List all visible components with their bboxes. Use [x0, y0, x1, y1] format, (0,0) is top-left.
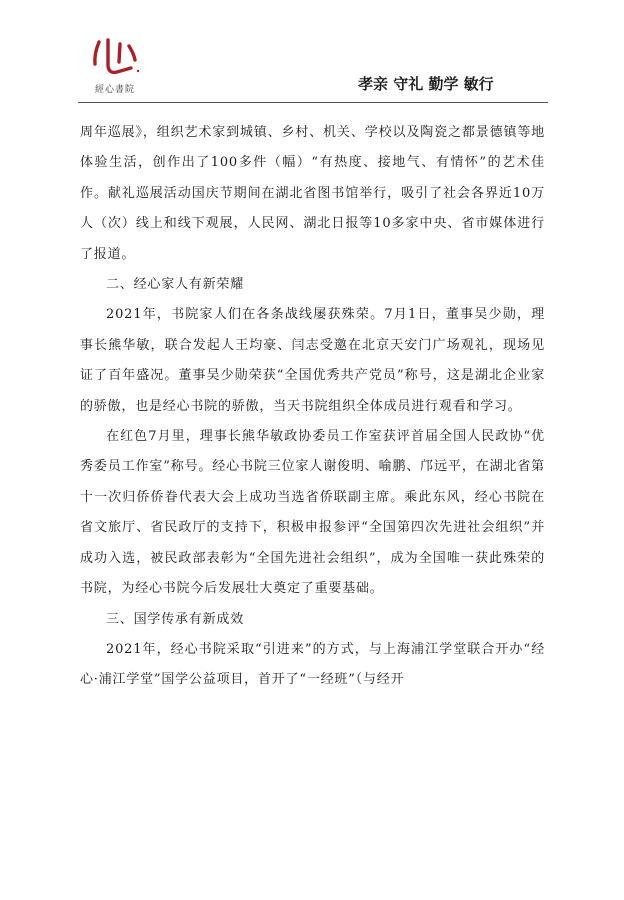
- academy-logo: [80, 38, 150, 100]
- header-divider: [78, 102, 548, 103]
- paragraph-honors: 2021年，书院家人们在各条战线屡获殊荣。7月1日，董事吴少勋，理事长熊华敏，联合发起人王均豪、闫志受邀在北京天安门广场观礼，现场见证了百年盛况。董事吴少勋荣获“全国优秀共产党员”称号，这是湖北企业家的骄傲，也是经心书院的骄傲，当天书院组织全体成员进行观看和学习。: [80, 307, 545, 414]
- paragraph-sinology: 2021年，经心书院采取“引进来”的方式，与上海浦江学堂联合开办“经心·浦江学堂”国学公益项目，首开了“一经班”（与经开: [80, 641, 545, 688]
- academy-logo-icon: [89, 38, 141, 80]
- section-heading-2: 二、经心家人有新荣耀: [106, 277, 245, 293]
- paragraph-red-july: 在红色7月里，理事长熊华敏政协委员工作室获评首届全国人民政协“优秀委员工作室”称号。经心书院三位家人谢俊明、喻鹏、邝远平，在湖北省第十一次归侨侨眷代表大会上成功当选省侨联副主席。乘此东风，经心书院在省文旅厅、省民政厅的支持下，积极申报参评“全国第四次先进社会组织”并成功入选，被民政部表彰为“全国先进社会组织”，成为全国唯一获此殊荣的书院，为经心书院今后发展壮大奠定了重要基础。: [80, 429, 545, 597]
- paragraph-exhibition: 周年巡展》，组织艺术家到城镇、乡村、机关、学校以及陶瓷之都景德镇等地体验生活，创作出了100多件（幅）“有热度、接地气、有情怀”的艺术佳作。献礼巡展活动国庆节期间在湖北省图书馆举行，吸引了社会各界近10万人（次）线上和线下观展，人民网、湖北日报等10多家中央、省市媒体进行了报道。: [80, 125, 545, 262]
- section-heading-3: 三、国学传承有新成效: [106, 611, 245, 627]
- header-motto: 孝亲 守礼 勤学 敏行: [358, 75, 494, 93]
- logo-text: 經心書院: [94, 85, 135, 95]
- body-text: [80, 118, 545, 696]
